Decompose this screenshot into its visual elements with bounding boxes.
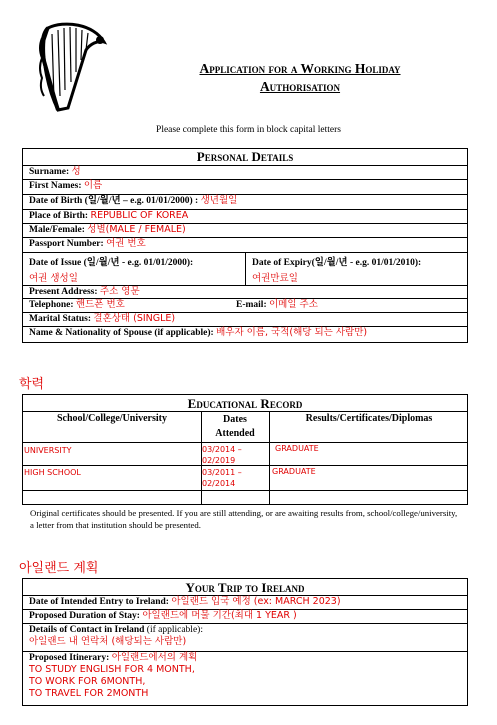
entry-row: Date of Intended Entry to Ireland: 아일랜드 입국 예정 (ex: MARCH 2023) [23, 595, 467, 609]
phone-email-row: Telephone: 핸드폰 번호 E-mail: 이메일 주소 [23, 298, 467, 312]
edu-row-1-dates[interactable]: 03/2014 – 02/2019 [202, 445, 242, 465]
harp-emblem-icon [34, 20, 108, 116]
spouse-row: Name & Nationality of Spouse (if applicable): 배우자 이름, 국적(해당 되는 사람만) [23, 326, 467, 343]
issue-cell: Date of Issue (일/월/년 - e.g. 01/01/2000): 여권 생성일 [29, 257, 239, 285]
edu-row-2-result[interactable]: GRADUATE [272, 467, 316, 476]
col-results-header: Results/Certificates/Diplomas [305, 413, 433, 424]
personal-details-heading: Personal Details [196, 149, 294, 164]
dob-row: Date of Birth (일/월/년 – e.g. 01/01/2000) : 생년월일 [23, 194, 467, 209]
itinerary-line-1[interactable]: TO STUDY ENGLISH FOR 4 MONTH, [29, 664, 195, 675]
educational-record-heading: Educational Record [187, 396, 303, 411]
instructions-text: Please complete this form in block capital letters [156, 125, 341, 135]
surname-value[interactable]: 성 [71, 166, 81, 177]
education-section-label: 학력 [19, 377, 45, 392]
personal-details-table [22, 148, 468, 343]
passport-value[interactable]: 여권 번호 [106, 238, 146, 249]
dob-value[interactable]: 생년월일 [200, 195, 238, 206]
marital-value[interactable]: 결혼상태 (SINGLE) [93, 313, 176, 324]
expiry-value[interactable]: 여권만료일 [252, 273, 298, 284]
email-value[interactable]: 이메일 주소 [268, 299, 318, 310]
contact-row: Details of Contact in Ireland (if applicable): 아일랜드 내 연락처 (해당되는 사람만) [23, 623, 467, 651]
entry-value[interactable]: 아일랜드 입국 예정 (ex: MARCH 2023) [171, 596, 341, 607]
marital-row: Marital Status: 결혼상태 (SINGLE) [23, 312, 467, 326]
education-note: Original certificates should be presented. If you are still attending, or are awaiting results from, school/college/university, a letter from that institution should be presented. [30, 508, 458, 530]
edu-row-2-school[interactable]: HIGH SCHOOL [24, 468, 81, 477]
form-title: Application for a Working Holiday Authorisation [199, 61, 401, 94]
edu-row-1-school[interactable]: UNIVERSITY [24, 446, 72, 455]
gender-value[interactable]: 성별(MALE / FEMALE) [87, 224, 186, 235]
itinerary-value[interactable]: 아일랜드에서의 계획 [111, 652, 198, 663]
duration-row: Proposed Duration of Stay: 아일랜드에 머물 기간(최대 1 YEAR ) [23, 609, 467, 623]
itinerary-row: Proposed Itinerary: 아일랜드에서의 계획 TO STUDY ENGLISH FOR 4 MONTH, TO WORK FOR 6MONTH, TO TRAVEL FOR 2MONTH [23, 651, 467, 706]
educational-record-table [22, 394, 468, 505]
edu-row-2-dates[interactable]: 03/2011 – 02/2014 [202, 468, 242, 488]
trip-section-label: 아일랜드 계획 [19, 561, 99, 576]
address-value[interactable]: 주소 영문 [99, 286, 140, 297]
duration-value[interactable]: 아일랜드에 머물 기간(최대 1 YEAR ) [142, 610, 297, 621]
expiry-cell: Date of Expiry(일/월/년 - e.g. 01/01/2010): 여권만료일 [252, 257, 464, 285]
col-dates-header: Dates Attended [215, 414, 255, 439]
surname-row: Surname: 성 [23, 165, 467, 179]
spouse-value[interactable]: 배우자 이름, 국적(해당 되는 사람만) [216, 327, 368, 338]
issue-value[interactable]: 여권 생성일 [29, 273, 78, 284]
trip-table [22, 578, 468, 706]
passport-row: Passport Number: 여권 번호 [23, 237, 467, 252]
phone-value[interactable]: 핸드폰 번호 [75, 299, 125, 310]
trip-heading: Your Trip to Ireland [185, 580, 305, 595]
gender-row: Male/Female: 성별(MALE / FEMALE) [23, 223, 467, 237]
first-names-row: First Names: 이름 [23, 179, 467, 194]
edu-row-1-result[interactable]: GRADUATE [275, 444, 319, 453]
itinerary-line-3[interactable]: TO TRAVEL FOR 2MONTH [29, 688, 149, 699]
itinerary-line-2[interactable]: TO WORK FOR 6MONTH, [29, 676, 146, 687]
pob-value[interactable]: REPUBLIC OF KOREA [90, 210, 189, 221]
address-row: Present Address: 주소 영문 [23, 285, 467, 298]
first-names-value[interactable]: 이름 [83, 180, 103, 191]
col-school-header: School/College/University [57, 413, 167, 424]
contact-value[interactable]: 아일랜드 내 연락처 (해당되는 사람만) [29, 636, 187, 647]
issue-expiry-row [23, 252, 467, 285]
pob-row: Place of Birth: REPUBLIC OF KOREA [23, 209, 467, 223]
